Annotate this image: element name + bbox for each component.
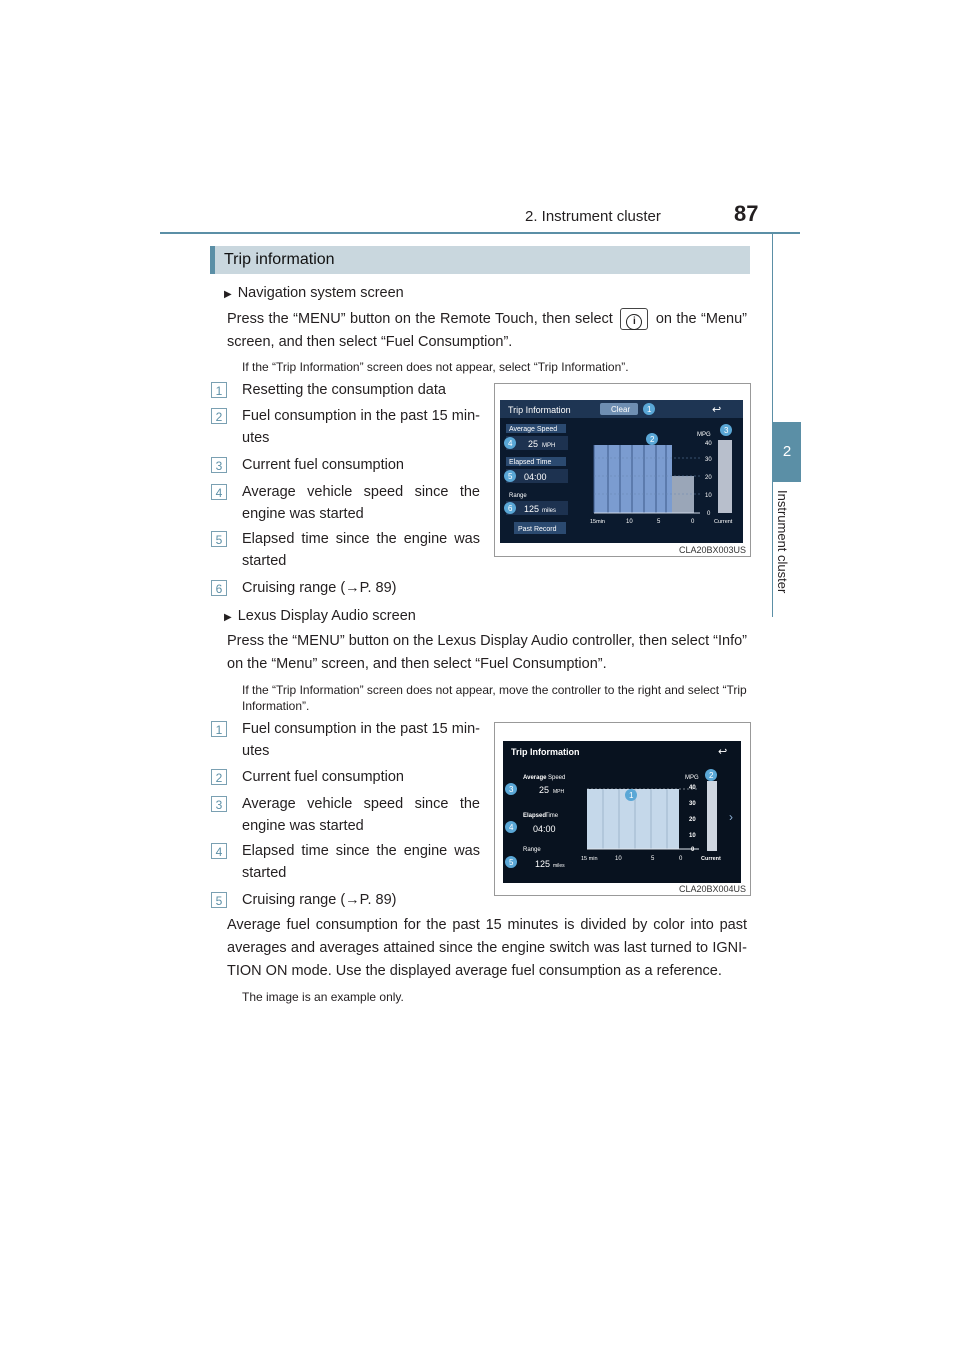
nav-instruction-a: Press the “MENU” button on the Remote Touch, then select — [227, 311, 613, 327]
callout-num: 5 — [211, 531, 227, 547]
callout-num: 4 — [211, 484, 227, 500]
x-label: 5 — [657, 519, 661, 525]
callout-num: 1 — [211, 721, 227, 737]
header-rule — [160, 232, 800, 234]
x-label: 10 — [615, 856, 622, 862]
tick: 0 — [691, 847, 695, 853]
mpg-label: MPG — [697, 432, 711, 438]
info-button-icon: i — [620, 308, 648, 330]
elapsed-value: 04:00 — [533, 824, 556, 834]
svg-text:1: 1 — [647, 405, 652, 414]
chapter-tab: 2 — [773, 422, 801, 482]
lda-heading-text: Lexus Display Audio screen — [237, 608, 416, 624]
elapsed-label-a: Elapsed — [523, 813, 547, 819]
elapsed-value: 04:00 — [524, 472, 547, 482]
nav-item-3: Current fuel consumption — [242, 457, 404, 473]
lda-heading — [224, 605, 416, 629]
range-value: 125 — [524, 504, 540, 514]
tick: 40 — [689, 785, 696, 791]
chevron-right-icon[interactable]: › — [729, 810, 733, 824]
page-number: 87 — [734, 201, 759, 226]
x-label: 5 — [651, 856, 655, 862]
avg-label-b: Speed — [548, 775, 566, 781]
callout-num: 2 — [211, 769, 227, 785]
x-label: 15min — [590, 519, 605, 525]
chapter-label: Instrument cluster — [775, 490, 790, 594]
nav-item-2: Fuel consumption in the past 15 min-utes — [242, 408, 480, 446]
callout-num: 3 — [211, 457, 227, 473]
lda-item-5: Cruising range (→P. 89) — [242, 892, 397, 908]
mpg-label: MPG — [685, 775, 699, 781]
tick: 30 — [689, 801, 696, 807]
lda-item-3: Average vehicle speed since the engine was started — [242, 796, 480, 834]
tick: 20 — [705, 475, 712, 481]
callout-num: 6 — [211, 580, 227, 596]
svg-text:5: 5 — [509, 858, 514, 867]
svg-text:2: 2 — [709, 771, 714, 780]
svg-text:2: 2 — [650, 435, 655, 444]
tick: 0 — [707, 511, 711, 517]
callout-num: 2 — [211, 408, 227, 424]
lda-item-4: Elapsed time since the engine was started — [242, 843, 480, 881]
x-label: Current — [701, 856, 721, 862]
avg-speed-unit: MPH — [542, 443, 556, 449]
callout-num: 5 — [211, 892, 227, 908]
svg-text:6: 6 — [508, 504, 513, 513]
svg-text:4: 4 — [508, 439, 513, 448]
section-header: 2. Instrument cluster — [525, 208, 661, 225]
elapsed-label: Elapsed Time — [509, 459, 552, 466]
screen-title: Trip Information — [511, 747, 580, 757]
image-code: CLA20BX004US — [678, 884, 746, 894]
lda-note: If the “Trip Information” screen does not appear, move the controller to the right and select “Trip Information”. — [242, 683, 747, 713]
nav-note: If the “Trip Information” screen does not appear, select “Trip Information”. — [242, 360, 629, 374]
avg-label-a: Average — [523, 775, 547, 781]
range-unit: miles — [553, 863, 565, 869]
tick: 20 — [689, 817, 696, 823]
clear-button[interactable]: Clear — [611, 405, 631, 414]
x-label: 0 — [679, 856, 683, 862]
footer-paragraph: Average fuel consumption for the past 15 minutes is divided by color into past averages and averages attained since the engine switch was last turned to IGNI-TION ON mode. Use the displayed average fuel consumption as a reference. — [227, 917, 747, 979]
lda-screen — [503, 741, 741, 883]
callout-num: 1 — [211, 382, 227, 398]
back-icon[interactable]: ↩ — [712, 404, 722, 416]
svg-text:4: 4 — [509, 823, 514, 832]
svg-text:3: 3 — [724, 426, 729, 435]
x-label: 0 — [691, 519, 695, 525]
range-value: 125 — [535, 859, 551, 869]
image-code: CLA20BX003US — [678, 545, 746, 555]
nav-instruction — [227, 308, 747, 354]
lda-instruction: Press the “MENU” button on the Lexus Display Audio controller, then select “Info” on the “Menu” screen, and then select “Fuel Consumption”. — [227, 633, 747, 672]
nav-item-5: Elapsed time since the engine was started — [242, 531, 480, 569]
callout-num: 3 — [211, 796, 227, 812]
tick: 10 — [689, 833, 696, 839]
avg-speed-unit: MPH — [553, 789, 565, 795]
nav-item-6: Cruising range (→P. 89) — [242, 580, 397, 596]
avg-speed-value: 25 — [528, 439, 539, 449]
nav-screen — [500, 400, 743, 543]
nav-screenshot-frame — [494, 383, 751, 557]
nav-heading-text: Navigation system screen — [237, 285, 404, 301]
avg-speed-label: Average Speed — [509, 426, 558, 433]
screen-title: Trip Information — [508, 405, 571, 415]
footer-note: The image is an example only. — [242, 990, 404, 1004]
tick: 30 — [705, 457, 712, 463]
nav-item-1: Resetting the consumption data — [242, 382, 446, 398]
callout-num: 4 — [211, 843, 227, 859]
x-label: Current — [714, 519, 733, 525]
svg-text:3: 3 — [509, 785, 514, 794]
lda-screenshot-frame — [494, 722, 751, 896]
avg-speed-value: 25 — [539, 785, 550, 795]
triangle-bullet-icon: ▶ — [224, 289, 232, 300]
svg-text:5: 5 — [508, 472, 513, 481]
nav-heading — [224, 282, 404, 306]
past-record-button[interactable]: Past Record — [518, 526, 557, 533]
range-label: Range — [509, 493, 527, 499]
range-label: Range — [523, 847, 541, 853]
section-title: Trip information — [210, 246, 750, 274]
elapsed-label-b: Time — [545, 813, 559, 819]
lda-item-2: Current fuel consumption — [242, 769, 404, 785]
back-icon[interactable]: ↩ — [718, 746, 728, 758]
tick: 40 — [705, 441, 712, 447]
triangle-bullet-icon: ▶ — [224, 612, 232, 623]
svg-text:1: 1 — [629, 791, 634, 800]
x-label: 15 min — [581, 856, 598, 862]
nav-instruction-b: on the “Menu” screen, and then select “Fuel Consumption”. — [227, 311, 747, 350]
tick: 10 — [705, 493, 712, 499]
range-unit: miles — [542, 508, 557, 514]
lda-item-1: Fuel consumption in the past 15 min-utes — [242, 721, 480, 759]
x-label: 10 — [626, 519, 633, 525]
nav-item-4: Average vehicle speed since the engine was started — [242, 484, 480, 522]
